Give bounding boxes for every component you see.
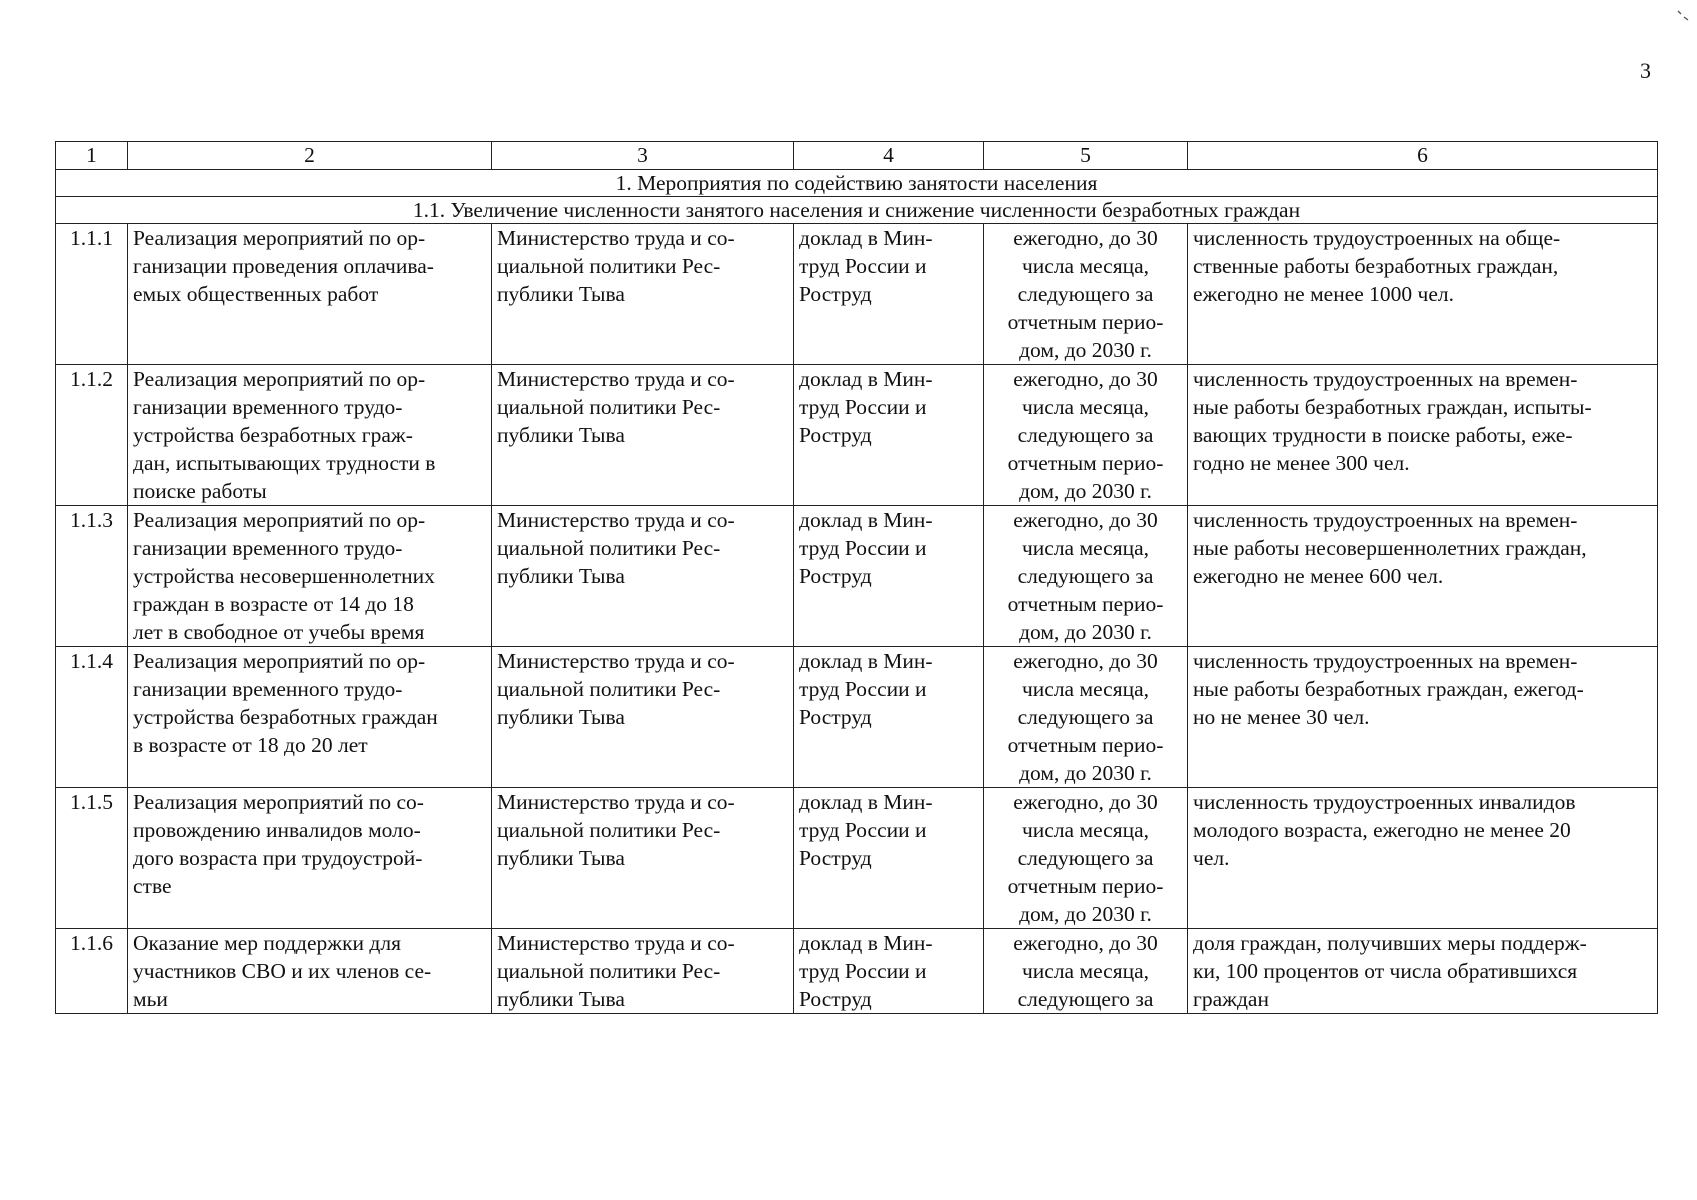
cell-line: Министерство труда и со- [497,931,735,955]
cell-line: граждан [1193,987,1269,1011]
row-number: 1.1.1 [56,224,128,365]
cell-line: труд России и [799,536,927,560]
report-cell [794,788,984,929]
cell-line: следующего за [1017,564,1154,588]
cell-line: циальной политики Рес- [497,254,721,278]
table-row [56,788,1658,929]
row-number: 1.1.5 [56,788,128,929]
cell-line: публики Тыва [497,846,625,870]
cell-line: численность трудоустроенных на времен- [1193,367,1578,391]
header-row [56,142,1658,170]
cell-line: Роструд [799,987,872,1011]
term-cell [984,365,1188,506]
cell-line: числа месяца, [1021,959,1150,983]
cell-line: Реализация мероприятий по ор- [133,508,426,532]
section-title: 1. Мероприятия по содействию занятости населения [56,170,1658,197]
cell-line: но не менее 30 чел. [1193,705,1370,729]
event-cell [128,224,492,365]
cell-line: ные работы несовершеннолетних граждан, [1193,536,1587,560]
cell-line: устройства безработных граж- [133,423,413,447]
header-cell: 3 [492,142,794,170]
cell-line: труд России и [799,959,927,983]
cell-line: устройства несовершеннолетних [133,564,435,588]
cell-line: участников СВО и их членов се- [133,959,432,983]
cell-line: циальной политики Рес- [497,818,721,842]
row-number: 1.1.6 [56,929,128,1014]
cell-line: отчетным перио- [1007,310,1164,334]
cell-line: публики Тыва [497,987,625,1011]
cell-line: ежегодно не менее 1000 чел. [1193,282,1455,306]
result-cell [1188,788,1658,929]
cell-line: дого возраста при трудоустрой- [133,846,423,870]
page-number: 3 [1640,58,1651,83]
table-row [56,647,1658,788]
cell-line: молодого возраста, ежегодно не менее 20 [1193,818,1571,842]
cell-line: публики Тыва [497,423,625,447]
report-cell [794,929,984,1014]
table-row [56,224,1658,365]
cell-line: ные работы безработных граждан, ежегод- [1193,677,1584,701]
cell-line: публики Тыва [497,282,625,306]
cell-line: отчетным перио- [1007,733,1164,757]
row-number: 1.1.2 [56,365,128,506]
cell-line: Роструд [799,564,872,588]
report-cell [794,647,984,788]
cell-line: дан, испытывающих трудности в [133,451,436,475]
executor-cell [492,224,794,365]
cell-line: числа месяца, [1021,254,1150,278]
cell-line: доклад в Мин- [799,367,933,391]
cell-line: чел. [1193,846,1230,870]
cell-line: Роструд [799,282,872,306]
cell-line: циальной политики Рес- [497,395,721,419]
cell-line: мьи [133,987,168,1011]
subsection-row [56,197,1658,224]
report-cell [794,365,984,506]
event-cell [128,647,492,788]
cell-line: дом, до 2030 г. [1019,479,1152,503]
result-cell [1188,224,1658,365]
header-cell: 2 [128,142,492,170]
cell-line: ственные работы безработных граждан, [1193,254,1559,278]
cell-line: ежегодно, до 30 [1013,508,1158,532]
cell-line: отчетным перио- [1007,592,1164,616]
scan-mark-icon [1676,8,1690,22]
cell-line: провождению инвалидов моло- [133,818,421,842]
cell-line: ежегодно, до 30 [1013,367,1158,391]
row-number: 1.1.4 [56,647,128,788]
report-cell [794,224,984,365]
cell-line: доклад в Мин- [799,649,933,673]
row-number: 1.1.3 [56,506,128,647]
cell-line: численность трудоустроенных на обще- [1193,226,1561,250]
cell-line: следующего за [1017,846,1154,870]
cell-line: Роструд [799,423,872,447]
cell-line: числа месяца, [1021,677,1150,701]
executor-cell [492,788,794,929]
cell-line: лет в свободное от учебы время [133,620,425,644]
table-row [56,929,1658,1014]
header-cell: 4 [794,142,984,170]
subsection-title: 1.1. Увеличение численности занятого населения и снижение численности безработных граждан [56,197,1658,224]
section-row [56,170,1658,197]
cell-line: Оказание мер поддержки для [133,931,401,955]
term-cell [984,506,1188,647]
cell-line: доклад в Мин- [799,508,933,532]
cell-line: отчетным перио- [1007,451,1164,475]
cell-line: дом, до 2030 г. [1019,902,1152,926]
cell-line: циальной политики Рес- [497,959,721,983]
cell-line: Реализация мероприятий по со- [133,790,424,814]
cell-line: следующего за [1017,282,1154,306]
cell-line: ки, 100 процентов от числа обратившихся [1193,959,1578,983]
executor-cell [492,365,794,506]
cell-line: Министерство труда и со- [497,508,735,532]
cell-line: публики Тыва [497,564,625,588]
cell-line: ганизации временного трудо- [133,395,403,419]
event-cell [128,788,492,929]
header-cell: 5 [984,142,1188,170]
cell-line: поиске работы [133,479,267,503]
cell-line: ежегодно не менее 600 чел. [1193,564,1444,588]
cell-line: ежегодно, до 30 [1013,226,1158,250]
cell-line: ганизации временного трудо- [133,536,403,560]
cell-line: Министерство труда и со- [497,790,735,814]
cell-line: численность трудоустроенных на времен- [1193,508,1578,532]
cell-line: ежегодно, до 30 [1013,649,1158,673]
cell-line: следующего за [1017,423,1154,447]
cell-line: публики Тыва [497,705,625,729]
event-cell [128,506,492,647]
table-row [56,365,1658,506]
cell-line: ежегодно, до 30 [1013,931,1158,955]
cell-line: емых общественных работ [133,282,379,306]
cell-line: численность трудоустроенных инвалидов [1193,790,1576,814]
cell-line: числа месяца, [1021,818,1150,842]
cell-line: граждан в возрасте от 14 до 18 [133,592,414,616]
cell-line: числа месяца, [1021,536,1150,560]
cell-line: в возрасте от 18 до 20 лет [133,733,368,757]
cell-line: ежегодно, до 30 [1013,790,1158,814]
cell-line: отчетным перио- [1007,874,1164,898]
cell-line: доля граждан, получивших меры поддерж- [1193,931,1587,955]
event-cell [128,929,492,1014]
cell-line: Министерство труда и со- [497,649,735,673]
cell-line: вающих трудности в поиске работы, еже- [1193,423,1573,447]
cell-line: годно не менее 300 чел. [1193,451,1410,475]
cell-line: доклад в Мин- [799,226,933,250]
cell-line: Министерство труда и со- [497,226,735,250]
cell-line: труд России и [799,677,927,701]
cell-line: числа месяца, [1021,395,1150,419]
term-cell [984,929,1188,1014]
cell-line: стве [133,874,172,898]
cell-line: ганизации временного трудо- [133,677,403,701]
term-cell [984,788,1188,929]
executor-cell [492,647,794,788]
cell-line: Реализация мероприятий по ор- [133,649,426,673]
cell-line: труд России и [799,254,927,278]
report-cell [794,506,984,647]
cell-line: циальной политики Рес- [497,536,721,560]
cell-line: доклад в Мин- [799,931,933,955]
cell-line: Реализация мероприятий по ор- [133,226,426,250]
result-cell [1188,365,1658,506]
cell-line: ные работы безработных граждан, испыты- [1193,395,1592,419]
table-row [56,506,1658,647]
cell-line: дом, до 2030 г. [1019,338,1152,362]
executor-cell [492,506,794,647]
cell-line: дом, до 2030 г. [1019,620,1152,644]
event-cell [128,365,492,506]
cell-line: дом, до 2030 г. [1019,761,1152,785]
cell-line: следующего за [1017,705,1154,729]
cell-line: Роструд [799,705,872,729]
cell-line: Министерство труда и со- [497,367,735,391]
result-cell [1188,506,1658,647]
cell-line: труд России и [799,395,927,419]
cell-line: устройства безработных граждан [133,705,438,729]
cell-line: численность трудоустроенных на времен- [1193,649,1578,673]
result-cell [1188,929,1658,1014]
cell-line: следующего за [1017,987,1154,1011]
cell-line: доклад в Мин- [799,790,933,814]
plan-table [55,141,1658,1014]
header-cell: 1 [56,142,128,170]
cell-line: циальной политики Рес- [497,677,721,701]
cell-line: труд России и [799,818,927,842]
header-cell: 6 [1188,142,1658,170]
cell-line: Реализация мероприятий по ор- [133,367,426,391]
cell-line: ганизации проведения оплачива- [133,254,434,278]
term-cell [984,647,1188,788]
executor-cell [492,929,794,1014]
cell-line: Роструд [799,846,872,870]
term-cell [984,224,1188,365]
result-cell [1188,647,1658,788]
